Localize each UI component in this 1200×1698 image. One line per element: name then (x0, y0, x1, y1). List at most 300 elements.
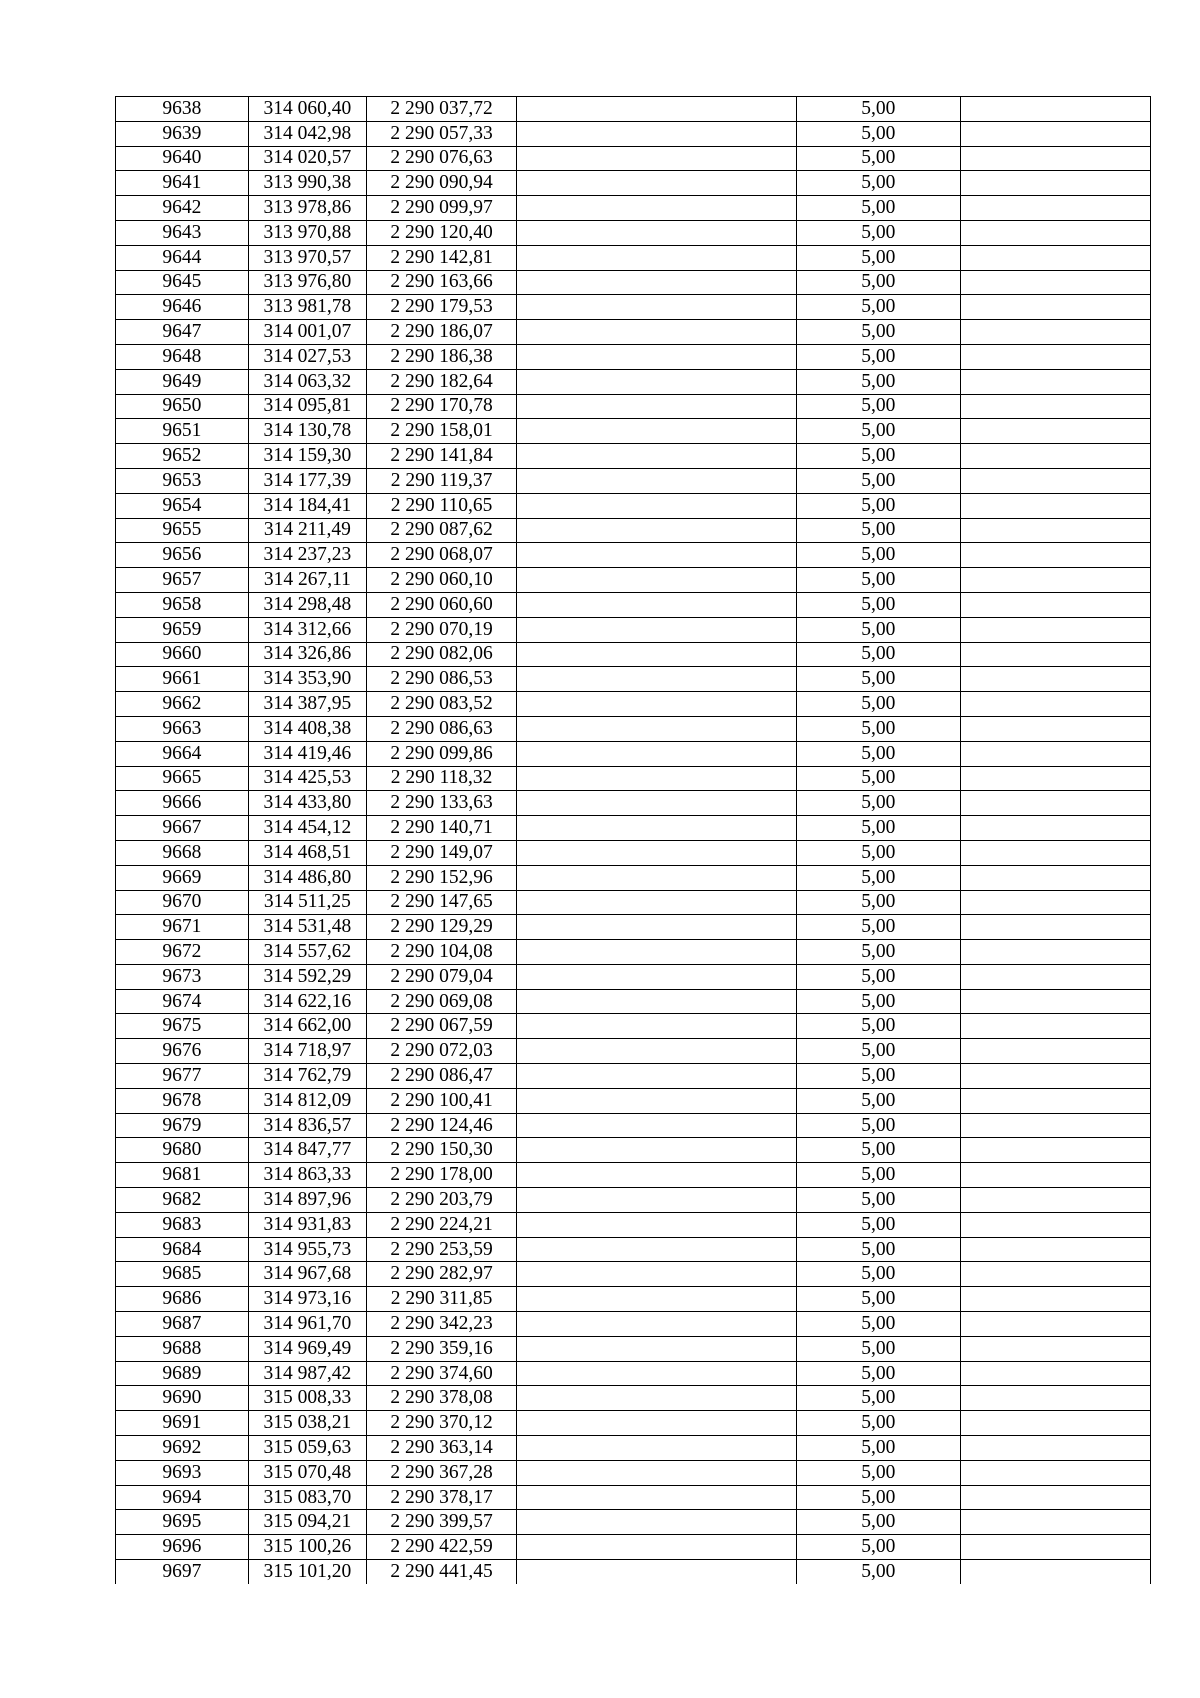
value-cell: 5,00 (797, 865, 961, 890)
y-coordinate-cell: 2 290 224,21 (367, 1212, 517, 1237)
point-number-cell: 9681 (116, 1163, 249, 1188)
coordinate-table-body (116, 97, 1151, 1584)
empty-cell (517, 320, 797, 345)
empty-cell (517, 171, 797, 196)
y-coordinate-cell: 2 290 070,19 (367, 617, 517, 642)
x-coordinate-cell: 314 027,53 (248, 344, 366, 369)
empty-cell (960, 171, 1150, 196)
table-row (116, 419, 1151, 444)
y-coordinate-cell: 2 290 099,97 (367, 196, 517, 221)
y-coordinate-cell: 2 290 072,03 (367, 1039, 517, 1064)
empty-cell (517, 97, 797, 122)
value-cell: 5,00 (797, 791, 961, 816)
y-coordinate-cell: 2 290 186,38 (367, 344, 517, 369)
empty-cell (517, 1485, 797, 1510)
empty-cell (517, 543, 797, 568)
empty-cell (960, 1312, 1150, 1337)
value-cell: 5,00 (797, 1088, 961, 1113)
x-coordinate-cell: 314 931,83 (248, 1212, 366, 1237)
point-number-cell: 9649 (116, 369, 249, 394)
x-coordinate-cell: 314 762,79 (248, 1064, 366, 1089)
value-cell: 5,00 (797, 1188, 961, 1213)
table-row (116, 220, 1151, 245)
table-row (116, 1361, 1151, 1386)
empty-cell (960, 592, 1150, 617)
table-row (116, 1287, 1151, 1312)
empty-cell (960, 1361, 1150, 1386)
empty-cell (960, 1212, 1150, 1237)
x-coordinate-cell: 314 836,57 (248, 1113, 366, 1138)
y-coordinate-cell: 2 290 060,10 (367, 568, 517, 593)
value-cell: 5,00 (797, 940, 961, 965)
point-number-cell: 9639 (116, 121, 249, 146)
table-row (116, 245, 1151, 270)
table-row (116, 816, 1151, 841)
table-row (116, 791, 1151, 816)
y-coordinate-cell: 2 290 342,23 (367, 1312, 517, 1337)
y-coordinate-cell: 2 290 133,63 (367, 791, 517, 816)
x-coordinate-cell: 315 008,33 (248, 1386, 366, 1411)
value-cell: 5,00 (797, 989, 961, 1014)
empty-cell (960, 940, 1150, 965)
empty-cell (517, 568, 797, 593)
empty-cell (517, 667, 797, 692)
table-row (116, 468, 1151, 493)
point-number-cell: 9665 (116, 766, 249, 791)
y-coordinate-cell: 2 290 441,45 (367, 1560, 517, 1584)
x-coordinate-cell: 314 433,80 (248, 791, 366, 816)
value-cell: 5,00 (797, 196, 961, 221)
point-number-cell: 9644 (116, 245, 249, 270)
value-cell: 5,00 (797, 171, 961, 196)
point-number-cell: 9653 (116, 468, 249, 493)
empty-cell (517, 369, 797, 394)
value-cell: 5,00 (797, 592, 961, 617)
point-number-cell: 9673 (116, 964, 249, 989)
value-cell: 5,00 (797, 97, 961, 122)
point-number-cell: 9659 (116, 617, 249, 642)
value-cell: 5,00 (797, 890, 961, 915)
point-number-cell: 9668 (116, 840, 249, 865)
empty-cell (960, 320, 1150, 345)
point-number-cell: 9687 (116, 1312, 249, 1337)
empty-cell (517, 295, 797, 320)
point-number-cell: 9660 (116, 642, 249, 667)
value-cell: 5,00 (797, 1312, 961, 1337)
empty-cell (517, 1039, 797, 1064)
x-coordinate-cell: 314 967,68 (248, 1262, 366, 1287)
y-coordinate-cell: 2 290 083,52 (367, 692, 517, 717)
table-row (116, 344, 1151, 369)
empty-cell (960, 1560, 1150, 1584)
table-row (116, 320, 1151, 345)
x-coordinate-cell: 314 267,11 (248, 568, 366, 593)
empty-cell (517, 791, 797, 816)
table-row (116, 1262, 1151, 1287)
y-coordinate-cell: 2 290 163,66 (367, 270, 517, 295)
x-coordinate-cell: 313 981,78 (248, 295, 366, 320)
x-coordinate-cell: 314 095,81 (248, 394, 366, 419)
empty-cell (517, 716, 797, 741)
empty-cell (517, 1510, 797, 1535)
y-coordinate-cell: 2 290 311,85 (367, 1287, 517, 1312)
empty-cell (960, 245, 1150, 270)
y-coordinate-cell: 2 290 087,62 (367, 518, 517, 543)
table-row (116, 1485, 1151, 1510)
y-coordinate-cell: 2 290 110,65 (367, 493, 517, 518)
point-number-cell: 9690 (116, 1386, 249, 1411)
point-number-cell: 9694 (116, 1485, 249, 1510)
y-coordinate-cell: 2 290 090,94 (367, 171, 517, 196)
x-coordinate-cell: 315 083,70 (248, 1485, 366, 1510)
empty-cell (517, 1336, 797, 1361)
x-coordinate-cell: 314 326,86 (248, 642, 366, 667)
x-coordinate-cell: 313 990,38 (248, 171, 366, 196)
empty-cell (517, 692, 797, 717)
y-coordinate-cell: 2 290 086,47 (367, 1064, 517, 1089)
x-coordinate-cell: 313 970,57 (248, 245, 366, 270)
table-row (116, 692, 1151, 717)
point-number-cell: 9652 (116, 444, 249, 469)
empty-cell (960, 791, 1150, 816)
empty-cell (960, 444, 1150, 469)
x-coordinate-cell: 315 038,21 (248, 1411, 366, 1436)
y-coordinate-cell: 2 290 060,60 (367, 592, 517, 617)
point-number-cell: 9666 (116, 791, 249, 816)
point-number-cell: 9640 (116, 146, 249, 171)
empty-cell (517, 468, 797, 493)
y-coordinate-cell: 2 290 179,53 (367, 295, 517, 320)
value-cell: 5,00 (797, 1237, 961, 1262)
table-row (116, 518, 1151, 543)
empty-cell (960, 840, 1150, 865)
x-coordinate-cell: 314 130,78 (248, 419, 366, 444)
x-coordinate-cell: 314 987,42 (248, 1361, 366, 1386)
point-number-cell: 9683 (116, 1212, 249, 1237)
value-cell: 5,00 (797, 493, 961, 518)
table-row (116, 915, 1151, 940)
empty-cell (517, 1188, 797, 1213)
empty-cell (960, 890, 1150, 915)
empty-cell (960, 97, 1150, 122)
x-coordinate-cell: 314 211,49 (248, 518, 366, 543)
y-coordinate-cell: 2 290 158,01 (367, 419, 517, 444)
value-cell: 5,00 (797, 1262, 961, 1287)
table-row (116, 1411, 1151, 1436)
value-cell: 5,00 (797, 1361, 961, 1386)
empty-cell (517, 1014, 797, 1039)
value-cell: 5,00 (797, 1064, 961, 1089)
value-cell: 5,00 (797, 840, 961, 865)
y-coordinate-cell: 2 290 378,08 (367, 1386, 517, 1411)
x-coordinate-cell: 314 973,16 (248, 1287, 366, 1312)
value-cell: 5,00 (797, 741, 961, 766)
point-number-cell: 9646 (116, 295, 249, 320)
y-coordinate-cell: 2 290 068,07 (367, 543, 517, 568)
empty-cell (960, 295, 1150, 320)
x-coordinate-cell: 314 042,98 (248, 121, 366, 146)
empty-cell (960, 220, 1150, 245)
empty-cell (517, 642, 797, 667)
point-number-cell: 9689 (116, 1361, 249, 1386)
point-number-cell: 9671 (116, 915, 249, 940)
empty-cell (960, 617, 1150, 642)
empty-cell (960, 1287, 1150, 1312)
empty-cell (517, 816, 797, 841)
x-coordinate-cell: 313 978,86 (248, 196, 366, 221)
value-cell: 5,00 (797, 320, 961, 345)
value-cell: 5,00 (797, 543, 961, 568)
point-number-cell: 9672 (116, 940, 249, 965)
value-cell: 5,00 (797, 1014, 961, 1039)
empty-cell (517, 394, 797, 419)
point-number-cell: 9650 (116, 394, 249, 419)
value-cell: 5,00 (797, 716, 961, 741)
table-row (116, 940, 1151, 965)
point-number-cell: 9684 (116, 1237, 249, 1262)
empty-cell (960, 518, 1150, 543)
value-cell: 5,00 (797, 667, 961, 692)
point-number-cell: 9691 (116, 1411, 249, 1436)
empty-cell (517, 1361, 797, 1386)
value-cell: 5,00 (797, 220, 961, 245)
empty-cell (960, 1188, 1150, 1213)
table-row (116, 1336, 1151, 1361)
table-row (116, 1535, 1151, 1560)
value-cell: 5,00 (797, 1485, 961, 1510)
table-row (116, 1237, 1151, 1262)
empty-cell (960, 1014, 1150, 1039)
x-coordinate-cell: 314 969,49 (248, 1336, 366, 1361)
value-cell: 5,00 (797, 444, 961, 469)
x-coordinate-cell: 315 059,63 (248, 1436, 366, 1461)
empty-cell (517, 741, 797, 766)
y-coordinate-cell: 2 290 422,59 (367, 1535, 517, 1560)
table-row (116, 171, 1151, 196)
empty-cell (960, 1113, 1150, 1138)
empty-cell (960, 1386, 1150, 1411)
empty-cell (517, 1163, 797, 1188)
point-number-cell: 9657 (116, 568, 249, 593)
x-coordinate-cell: 314 159,30 (248, 444, 366, 469)
empty-cell (960, 1535, 1150, 1560)
x-coordinate-cell: 314 312,66 (248, 617, 366, 642)
point-number-cell: 9680 (116, 1138, 249, 1163)
empty-cell (960, 964, 1150, 989)
empty-cell (517, 196, 797, 221)
y-coordinate-cell: 2 290 129,29 (367, 915, 517, 940)
point-number-cell: 9648 (116, 344, 249, 369)
y-coordinate-cell: 2 290 147,65 (367, 890, 517, 915)
y-coordinate-cell: 2 290 142,81 (367, 245, 517, 270)
empty-cell (960, 741, 1150, 766)
y-coordinate-cell: 2 290 067,59 (367, 1014, 517, 1039)
value-cell: 5,00 (797, 1336, 961, 1361)
y-coordinate-cell: 2 290 378,17 (367, 1485, 517, 1510)
y-coordinate-cell: 2 290 069,08 (367, 989, 517, 1014)
point-number-cell: 9658 (116, 592, 249, 617)
value-cell: 5,00 (797, 394, 961, 419)
y-coordinate-cell: 2 290 253,59 (367, 1237, 517, 1262)
empty-cell (517, 1386, 797, 1411)
empty-cell (517, 1212, 797, 1237)
table-row (116, 444, 1151, 469)
empty-cell (960, 270, 1150, 295)
x-coordinate-cell: 314 592,29 (248, 964, 366, 989)
empty-cell (517, 1064, 797, 1089)
x-coordinate-cell: 314 177,39 (248, 468, 366, 493)
y-coordinate-cell: 2 290 086,63 (367, 716, 517, 741)
x-coordinate-cell: 314 387,95 (248, 692, 366, 717)
x-coordinate-cell: 314 419,46 (248, 741, 366, 766)
x-coordinate-cell: 314 961,70 (248, 1312, 366, 1337)
point-number-cell: 9696 (116, 1535, 249, 1560)
empty-cell (517, 766, 797, 791)
y-coordinate-cell: 2 290 076,63 (367, 146, 517, 171)
table-row (116, 1113, 1151, 1138)
empty-cell (960, 493, 1150, 518)
empty-cell (960, 121, 1150, 146)
point-number-cell: 9656 (116, 543, 249, 568)
point-number-cell: 9688 (116, 1336, 249, 1361)
x-coordinate-cell: 314 531,48 (248, 915, 366, 940)
table-row (116, 493, 1151, 518)
value-cell: 5,00 (797, 369, 961, 394)
value-cell: 5,00 (797, 344, 961, 369)
value-cell: 5,00 (797, 642, 961, 667)
table-row (116, 1014, 1151, 1039)
value-cell: 5,00 (797, 1560, 961, 1584)
x-coordinate-cell: 314 298,48 (248, 592, 366, 617)
value-cell: 5,00 (797, 419, 961, 444)
point-number-cell: 9647 (116, 320, 249, 345)
empty-cell (960, 642, 1150, 667)
x-coordinate-cell: 314 353,90 (248, 667, 366, 692)
x-coordinate-cell: 314 408,38 (248, 716, 366, 741)
point-number-cell: 9661 (116, 667, 249, 692)
x-coordinate-cell: 314 184,41 (248, 493, 366, 518)
x-coordinate-cell: 314 063,32 (248, 369, 366, 394)
value-cell: 5,00 (797, 270, 961, 295)
empty-cell (960, 369, 1150, 394)
empty-cell (960, 1411, 1150, 1436)
table-row (116, 716, 1151, 741)
value-cell: 5,00 (797, 121, 961, 146)
point-number-cell: 9655 (116, 518, 249, 543)
x-coordinate-cell: 315 070,48 (248, 1460, 366, 1485)
value-cell: 5,00 (797, 146, 961, 171)
table-row (116, 989, 1151, 1014)
x-coordinate-cell: 314 001,07 (248, 320, 366, 345)
empty-cell (517, 592, 797, 617)
empty-cell (960, 816, 1150, 841)
empty-cell (517, 865, 797, 890)
x-coordinate-cell: 313 976,80 (248, 270, 366, 295)
x-coordinate-cell: 314 718,97 (248, 1039, 366, 1064)
point-number-cell: 9693 (116, 1460, 249, 1485)
empty-cell (517, 146, 797, 171)
point-number-cell: 9669 (116, 865, 249, 890)
value-cell: 5,00 (797, 468, 961, 493)
value-cell: 5,00 (797, 245, 961, 270)
table-row (116, 1212, 1151, 1237)
empty-cell (517, 1088, 797, 1113)
empty-cell (517, 964, 797, 989)
x-coordinate-cell: 314 511,25 (248, 890, 366, 915)
point-number-cell: 9697 (116, 1560, 249, 1584)
empty-cell (960, 146, 1150, 171)
y-coordinate-cell: 2 290 100,41 (367, 1088, 517, 1113)
empty-cell (517, 220, 797, 245)
empty-cell (517, 245, 797, 270)
table-row (116, 121, 1151, 146)
point-number-cell: 9667 (116, 816, 249, 841)
empty-cell (960, 1039, 1150, 1064)
table-row (116, 741, 1151, 766)
y-coordinate-cell: 2 290 182,64 (367, 369, 517, 394)
table-row (116, 1138, 1151, 1163)
empty-cell (517, 617, 797, 642)
point-number-cell: 9686 (116, 1287, 249, 1312)
table-row (116, 543, 1151, 568)
point-number-cell: 9675 (116, 1014, 249, 1039)
table-row (116, 1312, 1151, 1337)
value-cell: 5,00 (797, 1436, 961, 1461)
table-row (116, 1163, 1151, 1188)
y-coordinate-cell: 2 290 367,28 (367, 1460, 517, 1485)
y-coordinate-cell: 2 290 359,16 (367, 1336, 517, 1361)
y-coordinate-cell: 2 290 170,78 (367, 394, 517, 419)
empty-cell (960, 766, 1150, 791)
x-coordinate-cell: 314 662,00 (248, 1014, 366, 1039)
empty-cell (517, 1312, 797, 1337)
empty-cell (517, 518, 797, 543)
point-number-cell: 9678 (116, 1088, 249, 1113)
x-coordinate-cell: 314 897,96 (248, 1188, 366, 1213)
empty-cell (960, 865, 1150, 890)
table-row (116, 1460, 1151, 1485)
y-coordinate-cell: 2 290 079,04 (367, 964, 517, 989)
point-number-cell: 9674 (116, 989, 249, 1014)
x-coordinate-cell: 314 486,80 (248, 865, 366, 890)
table-row (116, 1188, 1151, 1213)
value-cell: 5,00 (797, 1510, 961, 1535)
point-number-cell: 9651 (116, 419, 249, 444)
point-number-cell: 9638 (116, 97, 249, 122)
x-coordinate-cell: 314 020,57 (248, 146, 366, 171)
empty-cell (517, 1237, 797, 1262)
y-coordinate-cell: 2 290 119,37 (367, 468, 517, 493)
coordinate-table (115, 96, 1151, 1584)
x-coordinate-cell: 314 557,62 (248, 940, 366, 965)
y-coordinate-cell: 2 290 150,30 (367, 1138, 517, 1163)
empty-cell (960, 568, 1150, 593)
x-coordinate-cell: 314 812,09 (248, 1088, 366, 1113)
point-number-cell: 9645 (116, 270, 249, 295)
value-cell: 5,00 (797, 1386, 961, 1411)
empty-cell (960, 1510, 1150, 1535)
value-cell: 5,00 (797, 1411, 961, 1436)
x-coordinate-cell: 314 468,51 (248, 840, 366, 865)
value-cell: 5,00 (797, 1039, 961, 1064)
y-coordinate-cell: 2 290 363,14 (367, 1436, 517, 1461)
value-cell: 5,00 (797, 518, 961, 543)
empty-cell (960, 1138, 1150, 1163)
point-number-cell: 9676 (116, 1039, 249, 1064)
empty-cell (517, 1287, 797, 1312)
table-row (116, 1560, 1151, 1584)
y-coordinate-cell: 2 290 082,06 (367, 642, 517, 667)
